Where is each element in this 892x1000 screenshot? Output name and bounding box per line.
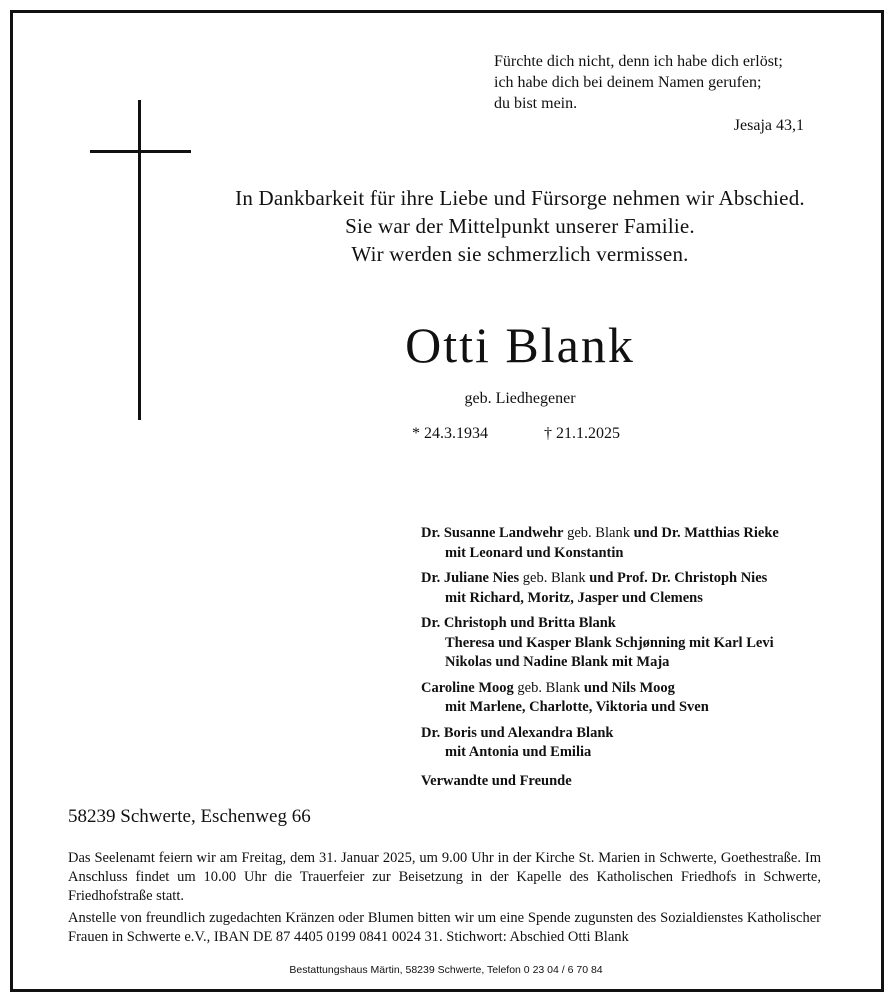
intro-line: In Dankbarkeit für ihre Liebe und Fürsorge nehmen wir Abschied. (235, 186, 805, 210)
family-member: Dr. Susanne Landwehr (421, 525, 564, 541)
family-children: mit Leonard und Konstantin (445, 544, 624, 561)
death-date: † 21.1.2025 (544, 425, 620, 442)
intro-line: Wir werden sie schmerzlich vermissen. (351, 242, 689, 266)
family-children: mit Antonia und Emilia (445, 744, 592, 760)
funeral-home-footer: Bestattungshaus Märtin, 58239 Schwerte, Telefon 0 23 04 / 6 70 84 (289, 964, 603, 976)
relatives-line: Verwandte und Freunde (421, 772, 572, 789)
deceased-name: Otti Blank (405, 317, 635, 373)
verse-reference: Jesaja 43,1 (733, 117, 804, 134)
family-member: und Nils Moog (583, 679, 675, 696)
birth-date: * 24.3.1934 (412, 425, 488, 442)
family-group (421, 569, 779, 608)
family-member: Dr. Boris und Alexandra Blank (421, 724, 614, 741)
family-member: Dr. Juliane Nies (421, 570, 520, 586)
verse-line: Fürchte dich nicht, denn ich habe dich erlöst; (494, 53, 783, 70)
family-member: Dr. Christoph und Britta Blank (421, 615, 616, 631)
verse-line: du bist mein. (494, 95, 578, 112)
birth-name: geb. Liedhegener (464, 390, 576, 407)
verse-line: ich habe dich bei deinem Namen gerufen; (494, 74, 762, 91)
service-notice (68, 849, 821, 950)
donation-request: Anstelle von freundlich zugedachten Kränzen oder Blumen bitten wir um eine Spende zugunsten des Sozialdienstes Katholischer Frauen in Schwerte e.V., IBAN DE 87 4405 0199 0841 0024 31. Stichwort: Abschied Otti Blank (68, 910, 821, 945)
life-dates (412, 425, 620, 443)
family-list (421, 524, 779, 791)
family-children: Theresa und Kasper Blank Schjønning mit Karl Levi (445, 634, 774, 651)
intro-line: Sie war der Mittelpunkt unserer Familie. (345, 214, 695, 238)
family-group (421, 724, 779, 763)
family-children: mit Richard, Moritz, Jasper und Clemens (445, 589, 703, 606)
family-children: Nikolas und Nadine Blank mit Maja (445, 654, 670, 670)
cross-icon-horizontal (90, 150, 191, 153)
family-children: mit Marlene, Charlotte, Viktoria und Sven (445, 699, 709, 715)
family-group (421, 524, 779, 563)
bible-verse (494, 51, 783, 114)
maiden-name: geb. Blank (513, 679, 584, 696)
maiden-name: geb. Blank (563, 525, 634, 541)
maiden-name: geb. Blank (519, 570, 590, 586)
intro-text (200, 184, 840, 268)
cross-icon-vertical (138, 100, 141, 420)
family-member: Caroline Moog (421, 679, 514, 696)
service-details: Das Seelenamt feiern wir am Freitag, dem 31. Januar 2025, um 9.00 Uhr in der Kirche St. Marien in Schwerte, Goethestraße. Im Anschluss findet um 10.00 Uhr die Trauerfeier zur Beisetzung in der Kapelle des Katholischen Friedhofs in Schwerte, Friedhofstraße statt. (68, 850, 821, 904)
family-member: und Dr. Matthias Rieke (633, 525, 779, 541)
family-group (421, 679, 779, 718)
address: 58239 Schwerte, Eschenweg 66 (68, 806, 311, 827)
page-border (10, 10, 884, 992)
family-member: und Prof. Dr. Christoph Nies (589, 570, 768, 586)
family-group (421, 614, 779, 673)
